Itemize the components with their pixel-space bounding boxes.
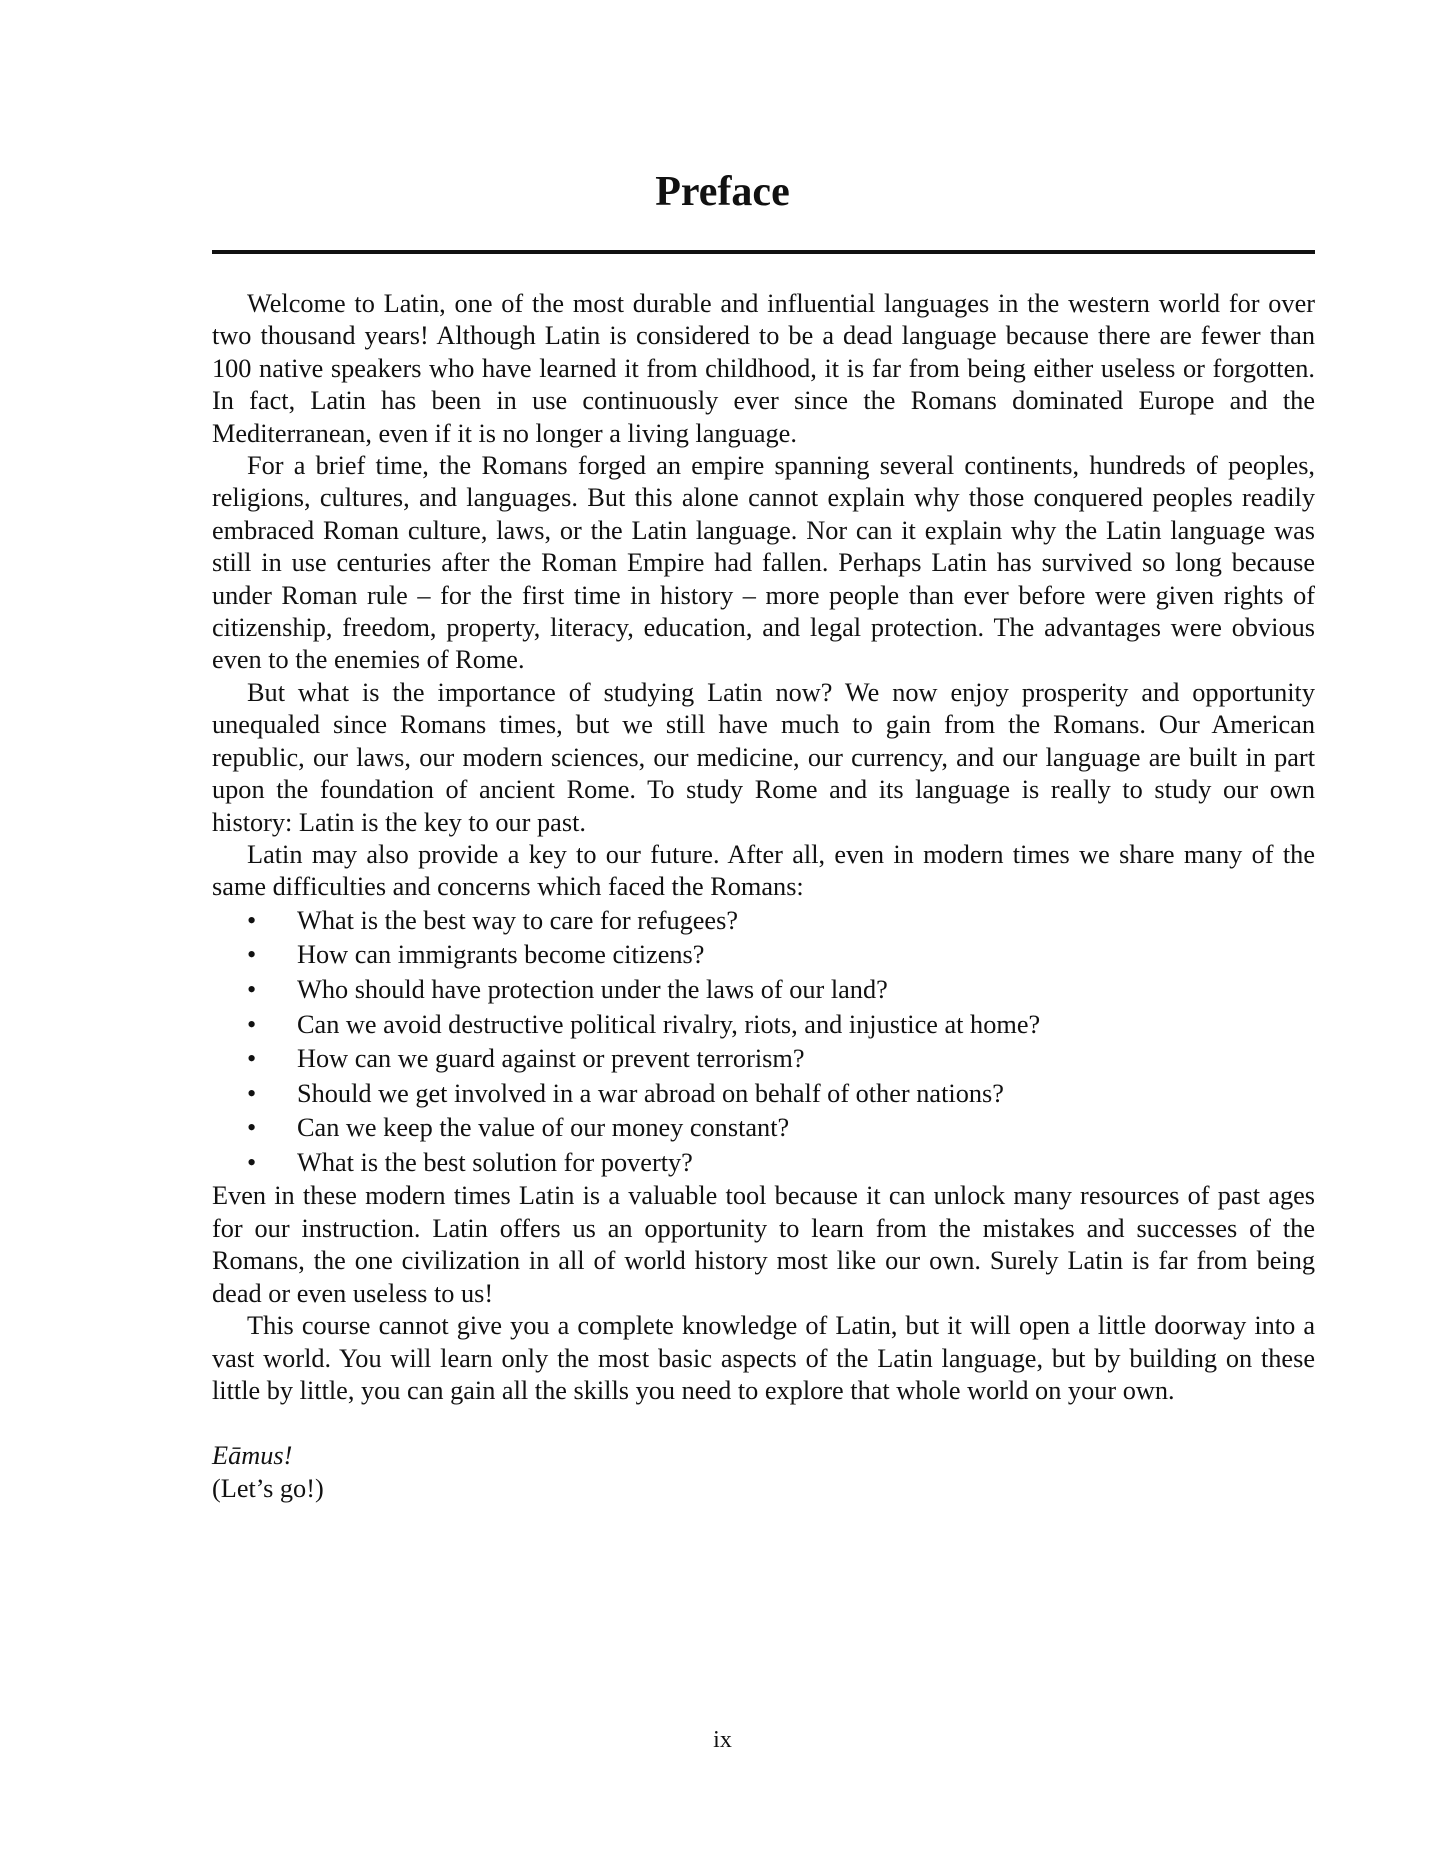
bullet-icon: • [247, 940, 257, 970]
closing-translation: (Let’s go!) [212, 1473, 324, 1503]
question-text: Who should have protection under the laws of our land? [297, 974, 888, 1004]
list-item [247, 904, 1315, 939]
list-item [247, 1042, 1315, 1077]
paragraph-future: Latin may also provide a key to our future. After all, even in modern times we share many of the same difficulties and concerns which faced the Romans: [212, 839, 1315, 902]
bullet-icon: • [247, 1113, 257, 1143]
question-text: Should we get involved in a war abroad on behalf of other nations? [297, 1078, 1004, 1108]
paragraph-intro: Welcome to Latin, one of the most durable and influential languages in the western world for over two thousand years! Although Latin is considered to be a dead language because there are fewer than 100 native speakers who have learned it from childhood, it is far from being either useless or forgotten. In fact, Latin has been in use continuously ever since the Romans dominated Europe and the Mediterranean, even if it is no longer a living language. [212, 289, 1315, 448]
bullet-icon: • [247, 1078, 257, 1108]
paragraph-after-list: Even in these modern times Latin is a valuable tool because it can unlock many resources of past ages for our instruction. Latin offers us an opportunity to learn from the mistakes and successes of the Romans, the one civilization in all of world history most like our own. Surely Latin is far from being dead or even useless to us! [212, 1181, 1315, 1308]
bullet-icon: • [247, 1009, 257, 1039]
list-item [247, 1077, 1315, 1112]
question-text: How can immigrants become citizens? [297, 940, 705, 970]
list-item [247, 973, 1315, 1008]
question-text: Can we avoid destructive political rivalry, riots, and injustice at home? [297, 1009, 1041, 1039]
closing [212, 1440, 1315, 1505]
list-item [247, 1111, 1315, 1146]
closing-latin: Eāmus! [212, 1441, 293, 1471]
question-text: What is the best solution for poverty? [297, 1147, 693, 1177]
bullet-icon: • [247, 1044, 257, 1074]
list-item [247, 1146, 1315, 1181]
question-text: What is the best way to care for refugees? [297, 905, 738, 935]
paragraph-importance: But what is the importance of studying Latin now? We now enjoy prosperity and opportunity unequaled since Romans times, but we still have much to gain from the Romans. Our American republic, our laws, our modern sciences, our medicine, our currency, and our language are built in part upon the foundation of ancient Rome. To study Rome and its language is really to study our own history: Latin is the key to our past. [212, 677, 1315, 837]
paragraph-final: This course cannot give you a complete knowledge of Latin, but it will open a little doorway into a vast world. You will learn only the most basic aspects of the Latin language, but by building on these little by little, you can gain all the skills you need to explore that whole world on your own. [212, 1311, 1315, 1405]
bullet-icon: • [247, 974, 257, 1004]
questions-list [212, 904, 1315, 1181]
question-text: Can we keep the value of our money constant? [297, 1113, 790, 1143]
page-number: ix [713, 1727, 732, 1753]
question-text: How can we guard against or prevent terrorism? [297, 1044, 805, 1074]
list-item [247, 1008, 1315, 1043]
title-rule [212, 250, 1315, 254]
paragraph-empire: For a brief time, the Romans forged an empire spanning several continents, hundreds of peoples, religions, cultures, and languages. But this alone cannot explain why those conquered peoples readily embraced Roman culture, laws, or the Latin language. Nor can it explain why the Latin language was still in use centuries after the Roman Empire had fallen. Perhaps Latin has survived so long because under Roman rule – for the first time in history – more people than ever before were given rights of citizenship, freedom, property, literacy, education, and legal protection. The advantages were obvious even to the enemies of Rome. [212, 451, 1315, 675]
bullet-icon: • [247, 1147, 257, 1177]
bullet-icon: • [247, 905, 257, 935]
page-title: Preface [655, 169, 790, 215]
preface-body [212, 288, 1315, 1505]
list-item [247, 938, 1315, 973]
